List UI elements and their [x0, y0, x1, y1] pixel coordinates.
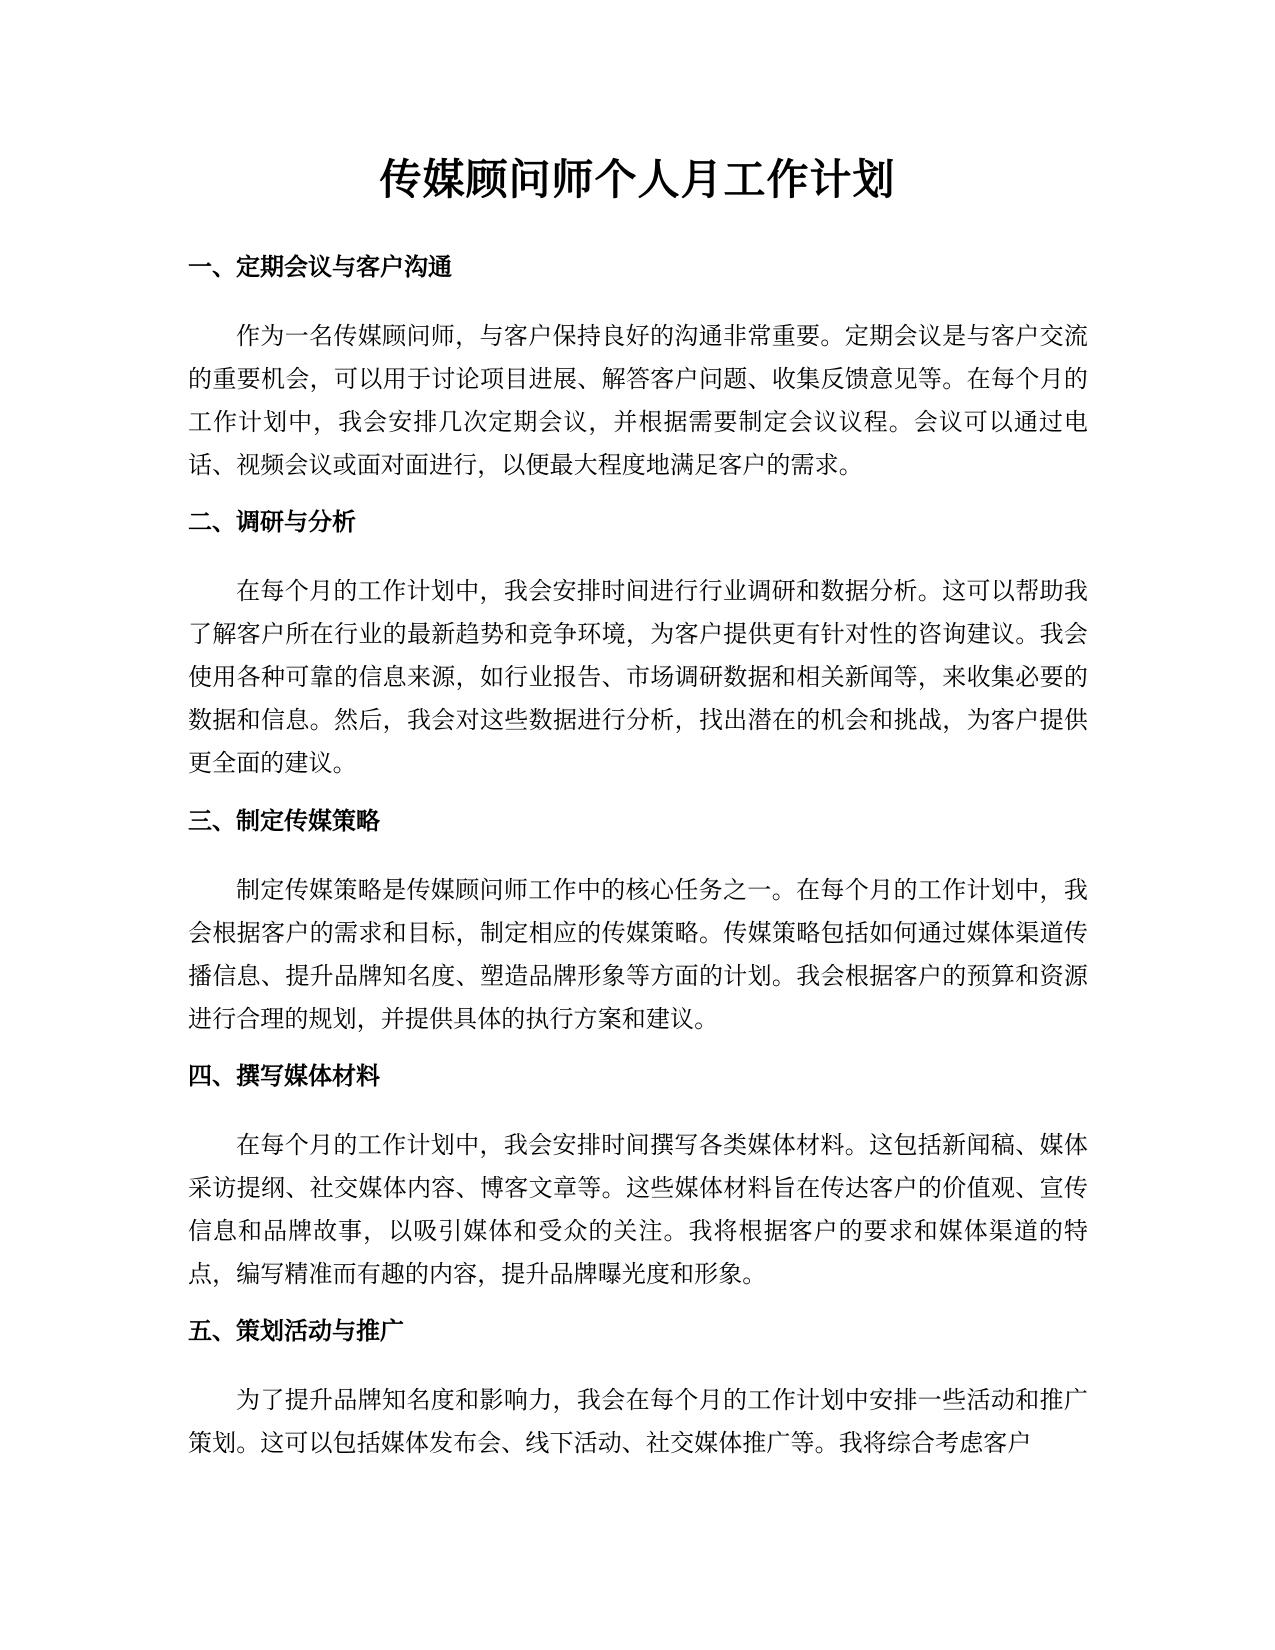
section-heading: 一、定期会议与客户沟通: [188, 253, 452, 281]
section-heading: 四、撰写媒体材料: [188, 1062, 380, 1090]
section-regular-meetings: [188, 250, 1088, 487]
document-title: 传媒顾问师个人月工作计划: [379, 155, 896, 204]
section-media-materials: [188, 1059, 1088, 1296]
section-paragraph: 作为一名传媒顾问师，与客户保持良好的沟通非常重要。定期会议是与客户交流的重要机会，可以用于讨论项目进展、解答客户问题、收集反馈意见等。在每个月的工作计划中，我会安排几次定期会议，并根据需要制定会议议程。会议可以通过电话、视频会议或面对面进行，以便最大程度地满足客户的需求。: [188, 322, 1088, 479]
section-paragraph: 制定传媒策略是传媒顾问师工作中的核心任务之一。在每个月的工作计划中，我会根据客户的需求和目标，制定相应的传媒策略。传媒策略包括如何通过媒体渠道传播信息、提升品牌知名度、塑造品牌形象等方面的计划。我会根据客户的预算和资源进行合理的规划，并提供具体的执行方案和建议。: [188, 876, 1088, 1033]
section-paragraph: 在每个月的工作计划中，我会安排时间进行行业调研和数据分析。这可以帮助我了解客户所在行业的最新趋势和竞争环境，为客户提供更有针对性的咨询建议。我会使用各种可靠的信息来源，如行业报告、市场调研数据和相关新闻等，来收集必要的数据和信息。然后，我会对这些数据进行分析，找出潜在的机会和挑战，为客户提供更全面的建议。: [188, 577, 1088, 777]
section-paragraph: 在每个月的工作计划中，我会安排时间撰写各类媒体材料。这包括新闻稿、媒体采访提纲、社交媒体内容、博客文章等。这些媒体材料旨在传达客户的价值观、宣传信息和品牌故事，以吸引媒体和受众的关注。我将根据客户的要求和媒体渠道的特点，编写精准而有趣的内容，提升品牌曝光度和形象。: [188, 1131, 1088, 1288]
section-heading: 三、制定传媒策略: [188, 807, 380, 835]
section-heading: 五、策划活动与推广: [188, 1317, 404, 1345]
section-heading: 二、调研与分析: [188, 508, 356, 536]
section-paragraph: 为了提升品牌知名度和影响力，我会在每个月的工作计划中安排一些活动和推广策划。这可以包括媒体发布会、线下活动、社交媒体推广等。我将综合考虑客户: [188, 1386, 1088, 1457]
section-events-promotion: [188, 1314, 1088, 1465]
section-media-strategy: [188, 804, 1088, 1041]
section-research-analysis: [188, 505, 1088, 785]
